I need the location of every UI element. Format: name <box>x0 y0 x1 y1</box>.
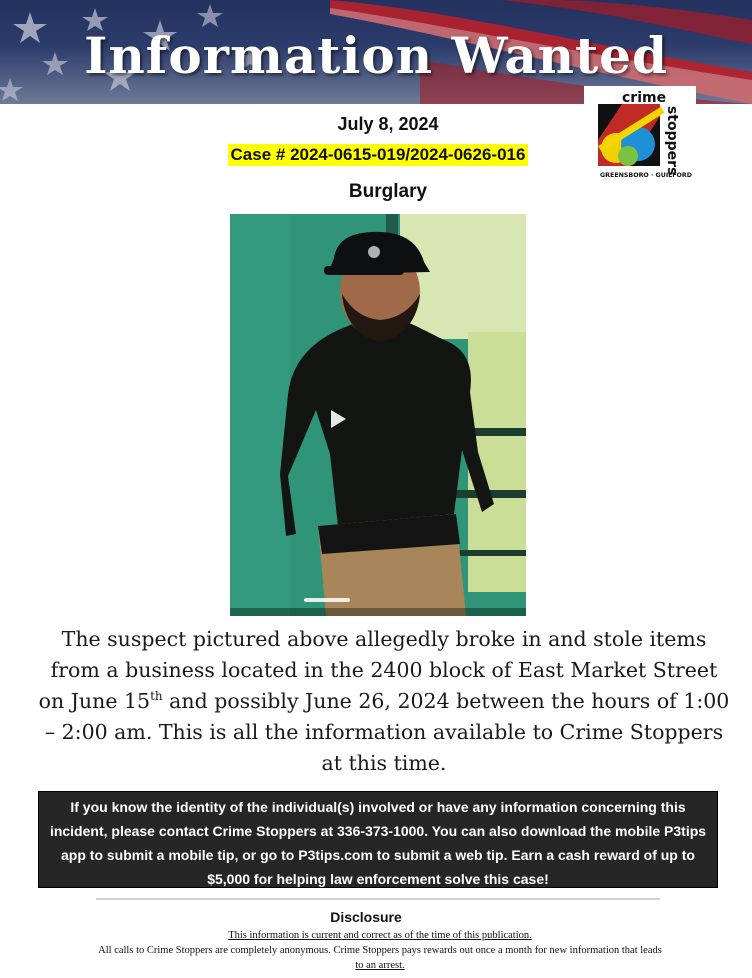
svg-text:GREENSBORO · GUILFORD: GREENSBORO · GUILFORD <box>600 172 692 179</box>
crime-type: Burglary <box>348 181 428 202</box>
suspect-photo-graphic <box>230 214 526 616</box>
banner-title: Information Wanted <box>84 26 668 85</box>
tip-callout-box <box>38 791 718 888</box>
case-number: Case # 2024-0615-019/2024-0626-016 <box>228 144 529 166</box>
crime-stoppers-logo-graphic <box>584 86 696 186</box>
svg-text:crime: crime <box>622 90 667 106</box>
tip-callout-text: If you know the identity of the individual(s) involved or have any information concerning this incident, please contact Crime Stoppers at 336-373-1000. You can also download the mobile P3tips app to submit a mobile tip, or go to P3tips.com to submit a web tip. Earn a cash reward of up to $5,000 for helping law enforcement solve this case! <box>49 799 707 887</box>
divider <box>96 898 660 900</box>
publication-date: July 8, 2024 <box>337 114 439 134</box>
description-text-1: The suspect pictured above allegedly broke in and stole items from a business located in the 2400 block of East Market Street on June 15 <box>38 627 718 713</box>
svg-text:stoppers: stoppers <box>664 106 680 176</box>
crime-stoppers-logo <box>584 86 696 186</box>
description-text-2: and possibly June 26, 2024 between the hours of 1:00 – 2:00 am. This is all the information available to Crime Stoppers at this time. <box>44 689 730 775</box>
disclosure-line-2: All calls to Crime Stoppers are completely anonymous. Crime Stoppers pays rewards out once a month for new information that leads <box>98 945 662 956</box>
disclosure-title: Disclosure <box>330 909 402 925</box>
disclosure-text <box>30 928 730 973</box>
suspect-photo <box>230 214 526 616</box>
disclosure-line-1: This information is current and correct as of the time of this publication. <box>228 930 532 941</box>
incident-description <box>36 624 732 779</box>
disclosure-line-3: to an arrest. <box>355 960 405 971</box>
description-superscript: th <box>150 689 163 704</box>
